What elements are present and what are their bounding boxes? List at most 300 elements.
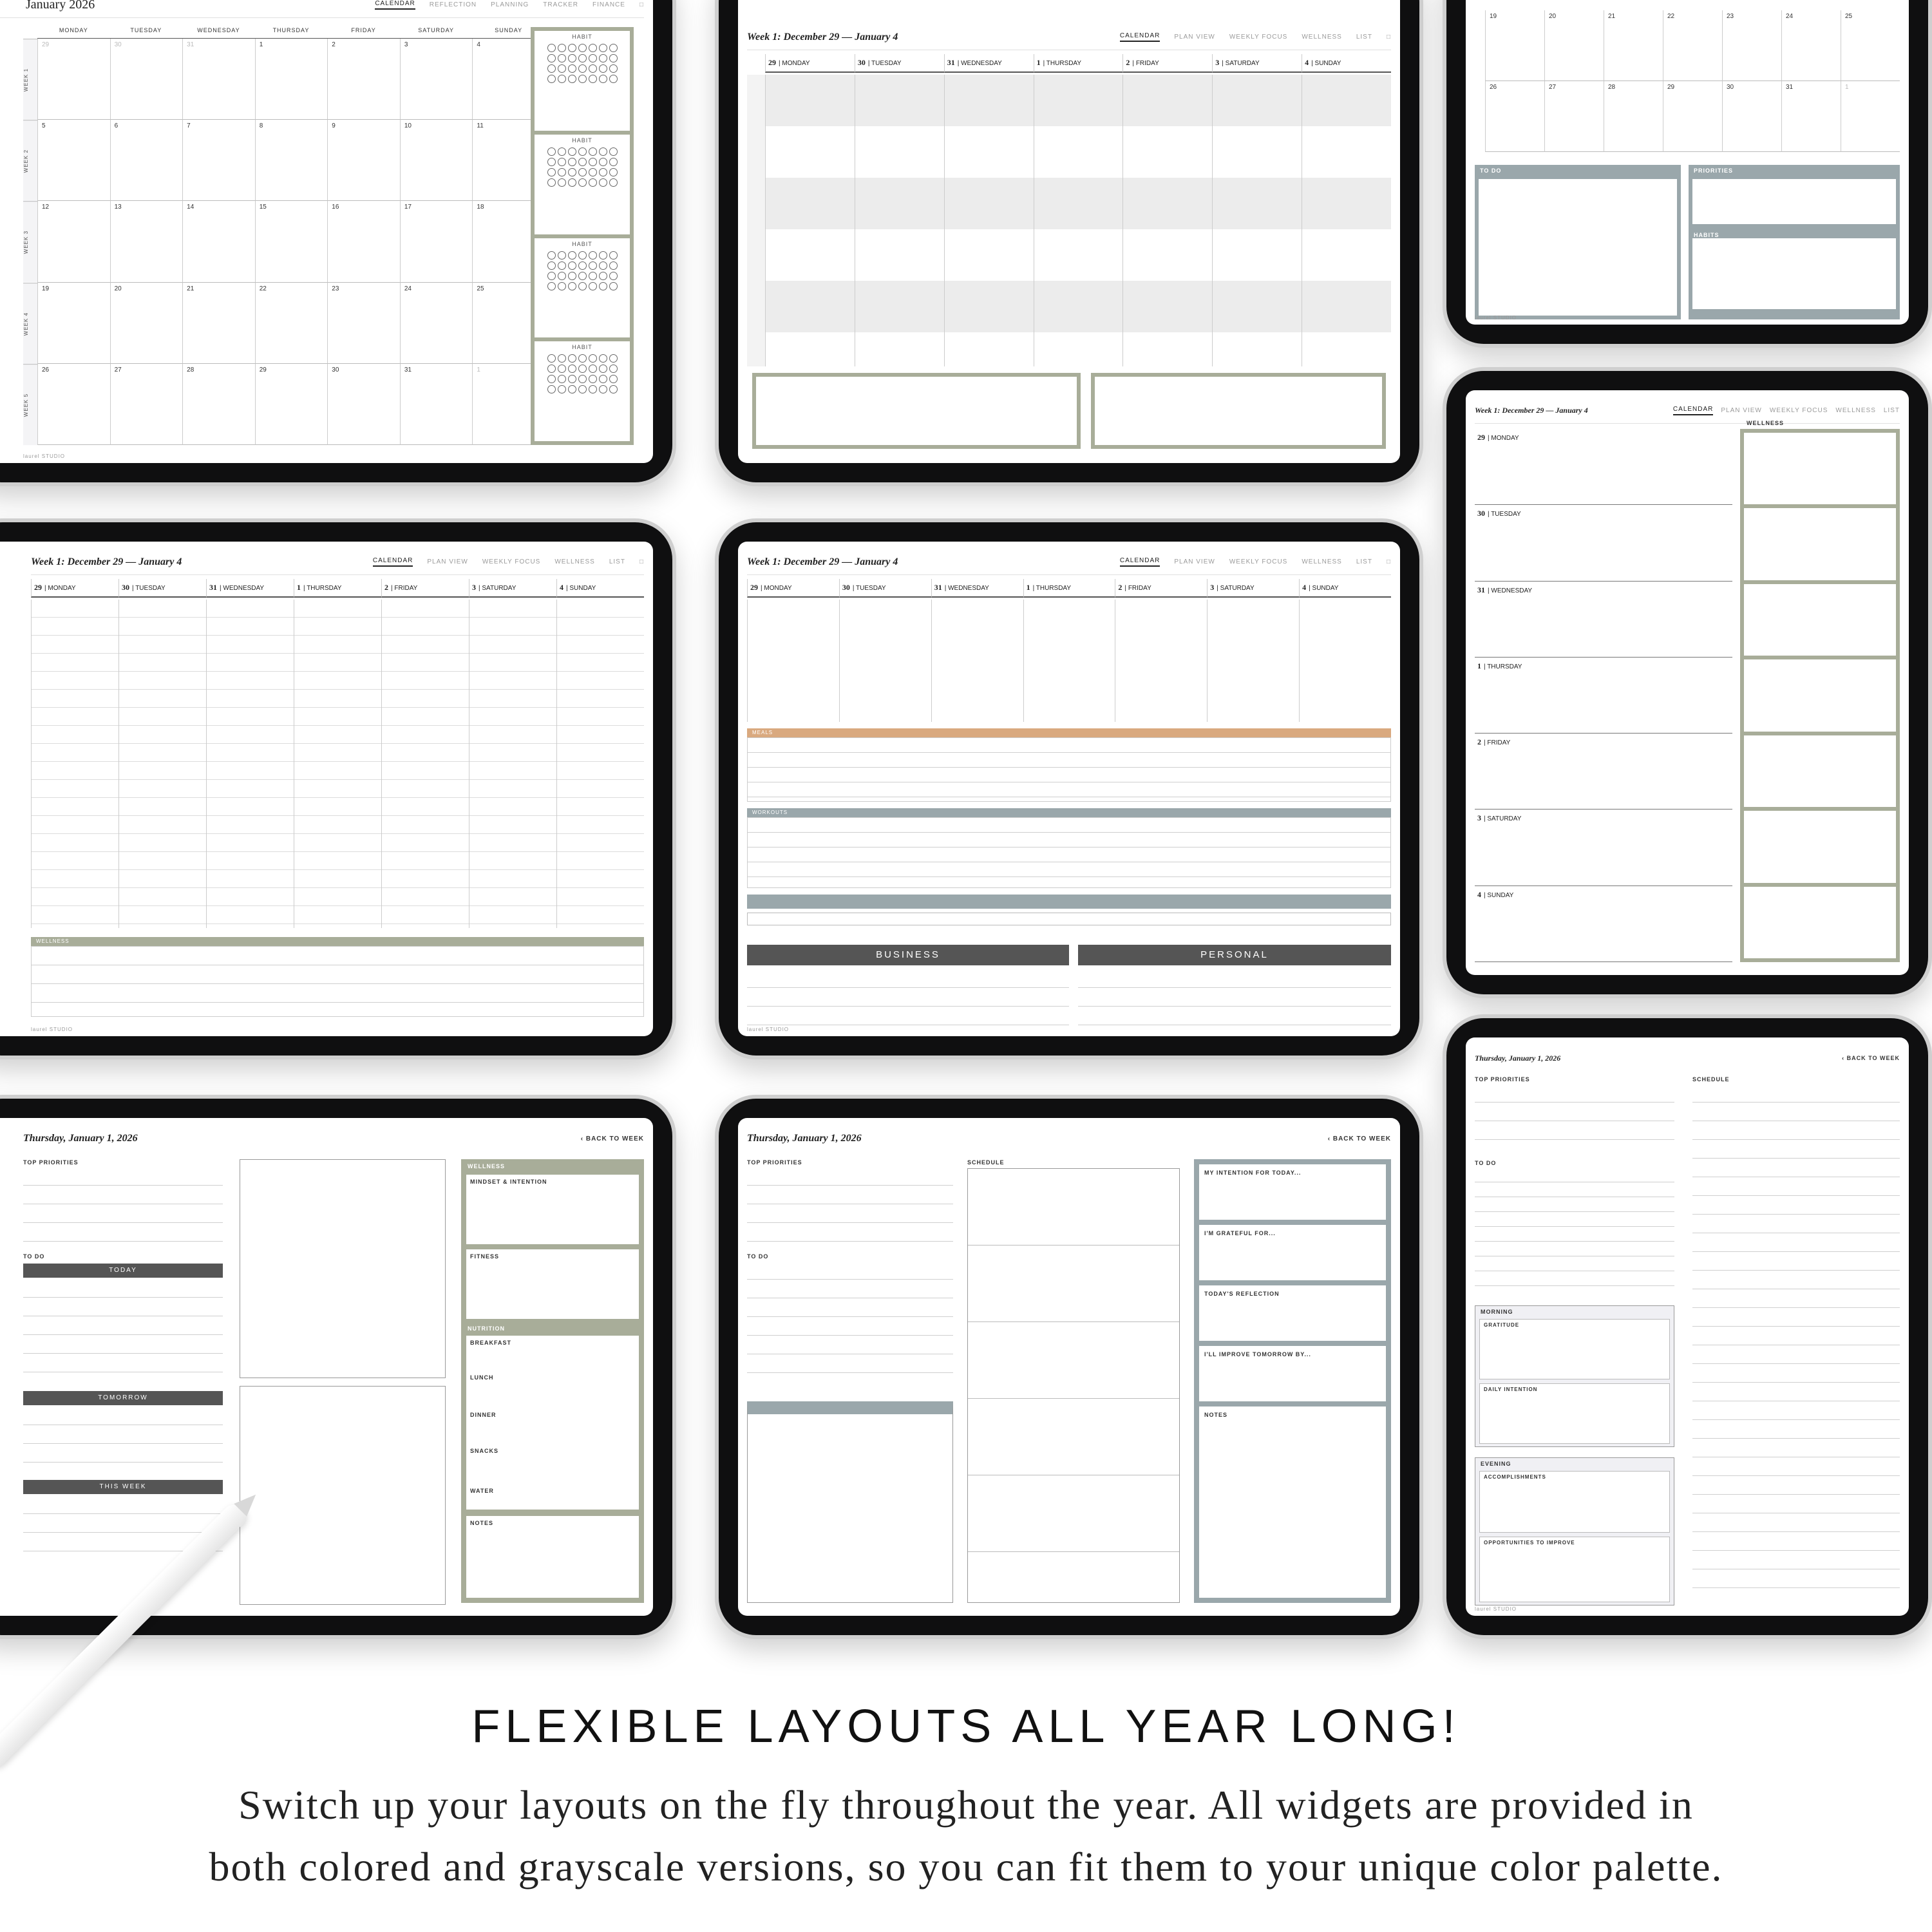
day-cell[interactable]: 30 xyxy=(327,364,400,445)
day-cell[interactable]: 19 xyxy=(1485,10,1544,81)
day-column[interactable] xyxy=(855,75,944,366)
tab-list[interactable]: LIST xyxy=(1883,407,1900,414)
day-number: 2 xyxy=(1118,583,1122,592)
day-number: 31 xyxy=(934,583,942,592)
day-header[interactable]: 4 | SUNDAY xyxy=(556,579,644,598)
tab-weekly-focus[interactable]: WEEKLY FOCUS xyxy=(1229,33,1288,41)
tab-calendar[interactable]: CALENDAR xyxy=(1673,406,1713,415)
day-name: MONDAY xyxy=(48,585,76,592)
day-header[interactable]: 3 | SATURDAY xyxy=(1207,579,1299,598)
day-cell[interactable]: 27 xyxy=(1544,81,1604,152)
day-cell[interactable]: 1 xyxy=(472,364,545,445)
intention-box[interactable] xyxy=(1199,1164,1386,1220)
week-label[interactable]: WEEK 2 xyxy=(23,120,37,201)
page-title: Week 1: December 29 — January 4 xyxy=(31,556,182,567)
tab-reflection[interactable]: REFLECTION xyxy=(429,1,477,8)
weekly-nav xyxy=(373,557,644,567)
tab-wellness[interactable]: WELLNESS xyxy=(1302,558,1342,565)
brand-mark: laurel STUDIO xyxy=(23,453,66,459)
tab-planning[interactable]: PLANNING xyxy=(491,1,529,8)
this-week-bar[interactable]: THIS WEEK xyxy=(23,1480,223,1494)
lunch-label: LUNCH xyxy=(470,1374,494,1381)
day-column[interactable] xyxy=(1212,75,1302,366)
day-cell[interactable]: 20 xyxy=(110,283,183,364)
tablet-month-todo xyxy=(1443,0,1932,348)
day-cell[interactable]: 12 xyxy=(37,201,110,282)
caption-line-1: Switch up your layouts on the fly throughout the year. All widgets are provided in xyxy=(238,1782,1694,1828)
day-cell[interactable]: 4 xyxy=(472,39,545,120)
day-cell[interactable]: 24 xyxy=(1781,10,1841,81)
week-label[interactable]: WEEK 1 xyxy=(23,39,37,120)
day-cell[interactable]: 21 xyxy=(182,283,255,364)
weekly-hourly-screen xyxy=(0,542,653,1036)
tab-plan-view[interactable]: PLAN VIEW xyxy=(1721,407,1762,414)
day-name: FRIDAY xyxy=(1128,585,1151,592)
schedule-lines[interactable] xyxy=(1692,1084,1900,1603)
workouts-area[interactable] xyxy=(747,817,1391,888)
day-cell[interactable]: 10 xyxy=(400,120,473,201)
back-to-week-button[interactable]: ‹ BACK TO WEEK xyxy=(1842,1055,1900,1061)
hour-column[interactable] xyxy=(118,600,206,928)
priorities-lines[interactable] xyxy=(23,1167,223,1244)
day-number: 30 xyxy=(842,583,850,592)
page-title: Week 1: December 29 — January 4 xyxy=(747,31,898,43)
day-number: 4 xyxy=(560,583,564,592)
priorities-label: PRIORITIES xyxy=(1694,167,1734,174)
habits-lines[interactable] xyxy=(1692,238,1896,309)
improve-box[interactable] xyxy=(1199,1346,1386,1401)
day-header[interactable]: 31 | WEDNESDAY xyxy=(944,54,1034,73)
day-header[interactable]: 3 | SATURDAY xyxy=(1212,54,1302,73)
week-label[interactable]: WEEK 3 xyxy=(23,201,37,282)
tablet-daily-wellness xyxy=(0,1095,676,1639)
day-header[interactable]: 31 | WEDNESDAY xyxy=(206,579,294,598)
day-cell[interactable]: 8 xyxy=(255,120,328,201)
back-to-week-button[interactable]: ‹ BACK TO WEEK xyxy=(580,1135,644,1142)
fitness-label: FITNESS xyxy=(470,1253,500,1260)
corner-cell xyxy=(23,27,37,39)
day-number: 3 xyxy=(1215,58,1220,67)
hour-column[interactable] xyxy=(381,600,469,928)
day-cell[interactable]: 7 xyxy=(182,120,255,201)
tab-calendar[interactable]: CALENDAR xyxy=(1120,32,1160,42)
day-header: MONDAY xyxy=(37,27,110,39)
tab-list[interactable]: LIST xyxy=(1356,33,1372,41)
nutrition-label: NUTRITION xyxy=(468,1325,505,1332)
hour-column[interactable] xyxy=(31,600,118,928)
weekly-nav xyxy=(1120,557,1391,567)
accomplishments-label: ACCOMPLISHMENTS xyxy=(1484,1474,1546,1480)
opportunities-label: OPPORTUNITIES TO IMPROVE xyxy=(1484,1540,1575,1546)
day-header[interactable]: 30 | TUESDAY xyxy=(118,579,206,598)
habit-panel xyxy=(531,27,634,445)
evening-label: EVENING xyxy=(1481,1461,1511,1467)
back-label: BACK TO WEEK xyxy=(1846,1055,1900,1061)
notes-box[interactable] xyxy=(466,1516,639,1598)
day-column[interactable] xyxy=(1115,600,1207,722)
habit-dots[interactable] xyxy=(547,44,618,83)
tablet-weekly-meals xyxy=(715,518,1423,1059)
day-cell[interactable]: 18 xyxy=(472,201,545,282)
day-cell[interactable]: 29 xyxy=(37,39,110,120)
day-number: 4 xyxy=(1305,58,1309,67)
opportunities-box[interactable] xyxy=(1479,1537,1670,1602)
wellness-day-box[interactable] xyxy=(1744,584,1896,656)
day-header[interactable]: 2 | FRIDAY xyxy=(381,579,469,598)
day-name: WEDNESDAY xyxy=(948,585,989,592)
business-lines[interactable] xyxy=(747,969,1069,1027)
day-cell[interactable]: 11 xyxy=(472,120,545,201)
todo-widget[interactable] xyxy=(1475,165,1681,319)
daily-header xyxy=(747,1126,1391,1151)
day-header: TUESDAY xyxy=(110,27,183,39)
wellness-day-box[interactable] xyxy=(1744,887,1896,958)
day-cell[interactable]: 29 xyxy=(255,364,328,445)
day-number: 1 xyxy=(1026,583,1030,592)
habit-tracker[interactable] xyxy=(535,341,630,441)
day-name: TUESDAY xyxy=(1491,511,1521,518)
reflection-box[interactable] xyxy=(1199,1285,1386,1341)
reflection-label: TODAY'S REFLECTION xyxy=(1204,1291,1280,1297)
day-cell[interactable]: 26 xyxy=(37,364,110,445)
wellness-day-box[interactable] xyxy=(1744,811,1896,882)
day-row[interactable]: 31 | WEDNESDAY xyxy=(1475,582,1732,658)
weekly-nav xyxy=(1120,32,1391,42)
daily-header xyxy=(1475,1045,1900,1071)
tab-wellness[interactable]: WELLNESS xyxy=(554,558,595,565)
weekly-header xyxy=(747,24,1391,50)
day-number: 2 xyxy=(1477,737,1481,747)
todo-lines[interactable] xyxy=(1475,1168,1674,1296)
day-column[interactable] xyxy=(839,600,931,722)
notes-card-bottom[interactable] xyxy=(240,1386,446,1605)
hour-column[interactable] xyxy=(556,600,644,928)
day-column[interactable] xyxy=(1299,600,1391,722)
hour-column[interactable] xyxy=(206,600,294,928)
day-cell[interactable]: 13 xyxy=(110,201,183,282)
todo-lines[interactable] xyxy=(747,1261,953,1390)
day-header[interactable]: 4 | SUNDAY xyxy=(1299,579,1391,598)
notes-card-top[interactable] xyxy=(240,1159,446,1378)
tab-weekly-focus[interactable]: WEEKLY FOCUS xyxy=(1229,558,1288,565)
habit-tracker[interactable] xyxy=(535,31,630,131)
day-list xyxy=(1475,429,1732,962)
todo-label: TO DO xyxy=(23,1253,45,1260)
priorities-lines[interactable] xyxy=(747,1167,953,1244)
accomplishments-box[interactable] xyxy=(1479,1471,1670,1533)
intention-label: MY INTENTION FOR TODAY... xyxy=(1204,1170,1302,1176)
day-column[interactable] xyxy=(1034,75,1123,366)
day-header: SUNDAY xyxy=(472,27,545,39)
day-column[interactable] xyxy=(1207,600,1299,722)
week-day-headers xyxy=(747,579,1391,598)
wellness-column[interactable] xyxy=(1740,420,1900,962)
back-to-week-button[interactable]: ‹ BACK TO WEEK xyxy=(1327,1135,1391,1142)
tablet-weekly-plan xyxy=(715,0,1423,486)
day-cell[interactable]: 17 xyxy=(400,201,473,282)
habit-label: HABIT xyxy=(572,33,592,40)
today-lines[interactable] xyxy=(23,1279,223,1388)
tab-list[interactable]: LIST xyxy=(609,558,625,565)
day-cell[interactable]: 25 xyxy=(472,283,545,364)
day-row[interactable]: 1 | THURSDAY xyxy=(1475,658,1732,734)
tab-plan-view[interactable]: PLAN VIEW xyxy=(427,558,468,565)
day-header[interactable]: 30 | TUESDAY xyxy=(839,579,931,598)
day-header[interactable]: 1 | THURSDAY xyxy=(1023,579,1115,598)
wellness-label: WELLNESS xyxy=(468,1163,506,1170)
weekly-header xyxy=(31,549,644,575)
wellness-band: WELLNESS xyxy=(31,937,644,946)
day-name: MONDAY xyxy=(764,585,792,592)
day-cell[interactable]: 25 xyxy=(1841,10,1900,81)
today-bar[interactable]: TODAY xyxy=(23,1264,223,1278)
water-tracker[interactable] xyxy=(747,895,1391,909)
wellness-tracker-area[interactable] xyxy=(31,946,644,1017)
day-cell[interactable]: 1 xyxy=(255,39,328,120)
water-label: WATER xyxy=(470,1488,494,1494)
daily-intention-label: DAILY INTENTION xyxy=(1484,1387,1538,1392)
day-cell[interactable]: 31 xyxy=(1781,81,1841,152)
day-header: THURSDAY xyxy=(255,27,328,39)
day-number: 30 xyxy=(122,583,129,592)
habit-tracker[interactable] xyxy=(535,238,630,338)
plan-body xyxy=(747,75,1391,366)
day-header[interactable]: 29 | MONDAY xyxy=(747,579,839,598)
page-title: Thursday, January 1, 2026 xyxy=(747,1133,862,1144)
day-cell[interactable]: 31 xyxy=(182,39,255,120)
week-label[interactable]: WEEK 5 xyxy=(23,364,37,445)
fitness-box[interactable] xyxy=(466,1249,639,1319)
day-header[interactable]: 2 | FRIDAY xyxy=(1122,54,1212,73)
day-header: FRIDAY xyxy=(327,27,400,39)
day-cell[interactable]: 14 xyxy=(182,201,255,282)
day-number: 1 xyxy=(1036,58,1041,67)
meals-area[interactable] xyxy=(747,737,1391,802)
personal-button[interactable]: PERSONAL xyxy=(1078,945,1391,965)
habit-dots[interactable] xyxy=(547,354,618,393)
month-rows xyxy=(1485,10,1900,152)
habit-dots[interactable] xyxy=(547,147,618,187)
notes-label: NOTES xyxy=(470,1520,494,1526)
day-cell[interactable]: 21 xyxy=(1604,10,1663,81)
day-name: TUESDAY xyxy=(856,585,886,592)
day-row[interactable]: 3 | SATURDAY xyxy=(1475,810,1732,886)
export-icon[interactable]: □ xyxy=(1386,558,1391,565)
mindset-label: MINDSET & INTENTION xyxy=(470,1179,547,1185)
day-header[interactable]: 1 | THURSDAY xyxy=(294,579,381,598)
schedule-block[interactable] xyxy=(967,1168,1180,1603)
habit-tracker[interactable] xyxy=(535,135,630,234)
weekly-nav xyxy=(1673,406,1900,415)
habits-label: HABITS xyxy=(1694,232,1719,238)
priorities-lines[interactable] xyxy=(756,377,1077,445)
day-header[interactable]: 4 | SUNDAY xyxy=(1302,54,1391,73)
day-header[interactable]: 29 | MONDAY xyxy=(31,579,118,598)
priorities-widget[interactable] xyxy=(752,373,1081,449)
tab-tracker[interactable]: TRACKER xyxy=(543,1,579,8)
wellness-day-box[interactable] xyxy=(1744,735,1896,807)
day-header[interactable]: 1 | THURSDAY xyxy=(1034,54,1123,73)
day-cell[interactable]: 1 xyxy=(1841,81,1900,152)
day-cell[interactable]: 22 xyxy=(255,283,328,364)
habit-dots[interactable] xyxy=(547,251,618,290)
page-title: January 2026 xyxy=(26,0,95,12)
tab-wellness[interactable]: WELLNESS xyxy=(1835,407,1876,414)
day-number: 31 xyxy=(209,583,217,592)
daily-intention-box[interactable] xyxy=(1479,1383,1670,1444)
back-label: BACK TO WEEK xyxy=(585,1135,644,1142)
wellness-day-box[interactable] xyxy=(1744,508,1896,580)
wellness-day-box[interactable] xyxy=(1744,659,1896,731)
day-number: 2 xyxy=(384,583,388,592)
day-column[interactable] xyxy=(944,75,1034,366)
tab-list[interactable]: LIST xyxy=(1356,558,1372,565)
day-cell[interactable]: 29 xyxy=(1663,81,1722,152)
day-header[interactable]: 31 | WEDNESDAY xyxy=(931,579,1023,598)
day-cell[interactable]: 26 xyxy=(1485,81,1544,152)
day-row[interactable]: 2 | FRIDAY xyxy=(1475,734,1732,810)
day-name: WEDNESDAY xyxy=(961,60,1002,67)
tab-finance[interactable]: FINANCE xyxy=(592,1,625,8)
tomorrow-bar[interactable]: TOMORROW xyxy=(23,1391,223,1405)
day-cell[interactable]: 16 xyxy=(327,201,400,282)
day-cell[interactable]: 2 xyxy=(327,39,400,120)
habits-widget[interactable] xyxy=(1091,373,1386,449)
business-button[interactable]: BUSINESS xyxy=(747,945,1069,965)
day-cell[interactable]: 28 xyxy=(182,364,255,445)
notes-card[interactable] xyxy=(747,1401,953,1603)
day-row[interactable]: 4 | SUNDAY xyxy=(1475,886,1732,962)
caption-line-2: both colored and grayscale versions, so you can fit them to your unique color palette. xyxy=(209,1844,1723,1889)
day-cell[interactable]: 30 xyxy=(1722,81,1781,152)
day-cell[interactable]: 28 xyxy=(1604,81,1663,152)
export-icon[interactable]: □ xyxy=(639,558,644,565)
top-priorities-label: TOP PRIORITIES xyxy=(23,1159,79,1166)
tab-calendar[interactable]: CALENDAR xyxy=(375,0,415,10)
day-header[interactable]: 3 | SATURDAY xyxy=(469,579,556,598)
wellness-day-box[interactable] xyxy=(1744,433,1896,504)
gratitude-box[interactable] xyxy=(1479,1319,1670,1379)
priorities-lines[interactable] xyxy=(1692,179,1896,224)
tab-weekly-focus[interactable]: WEEKLY FOCUS xyxy=(482,558,541,565)
day-number: 30 xyxy=(857,58,866,67)
notes-box[interactable] xyxy=(1199,1406,1386,1598)
brand-mark: laurel STUDIO xyxy=(747,1027,790,1032)
day-row[interactable]: 29 | MONDAY xyxy=(1475,429,1732,505)
day-cell[interactable]: 19 xyxy=(37,283,110,364)
tab-wellness[interactable]: WELLNESS xyxy=(1302,33,1342,41)
day-column[interactable] xyxy=(931,600,1023,722)
hour-column[interactable] xyxy=(294,600,381,928)
breakfast-label: BREAKFAST xyxy=(470,1340,512,1346)
caption-body xyxy=(84,1774,1848,1898)
day-number: 31 xyxy=(1477,585,1485,594)
day-column[interactable] xyxy=(765,75,855,366)
day-column[interactable] xyxy=(1122,75,1212,366)
nutrition-box[interactable] xyxy=(466,1336,639,1510)
day-cell[interactable]: 15 xyxy=(255,201,328,282)
grateful-box[interactable] xyxy=(1199,1225,1386,1280)
day-name: THURSDAY xyxy=(1487,663,1522,670)
tablet-daily-reflection xyxy=(715,1095,1423,1639)
day-cell[interactable]: 30 xyxy=(110,39,183,120)
tab-calendar[interactable]: CALENDAR xyxy=(1120,557,1160,567)
habit-circle-row[interactable] xyxy=(747,913,1391,925)
day-cell[interactable]: 27 xyxy=(110,364,183,445)
tab-plan-view[interactable]: PLAN VIEW xyxy=(1174,33,1215,41)
day-name: SATURDAY xyxy=(482,585,516,592)
day-cell[interactable]: 23 xyxy=(327,283,400,364)
day-cell[interactable]: 9 xyxy=(327,120,400,201)
meals-band: MEALS xyxy=(747,728,1391,737)
day-header[interactable]: 29 | MONDAY xyxy=(765,54,855,73)
weekly-header xyxy=(747,549,1391,575)
habit-label: HABIT xyxy=(572,344,592,351)
todo-lines[interactable] xyxy=(1479,179,1677,316)
brand-mark: laurel STUDIO xyxy=(1475,315,1517,321)
monthly-screen xyxy=(0,0,653,463)
day-header[interactable]: 2 | FRIDAY xyxy=(1115,579,1207,598)
day-cell[interactable]: 23 xyxy=(1722,10,1781,81)
priorities-habits-widget[interactable] xyxy=(1689,165,1900,319)
day-name: SATURDAY xyxy=(1487,815,1522,823)
day-column[interactable] xyxy=(1302,75,1391,366)
tomorrow-lines[interactable] xyxy=(23,1406,223,1477)
daily-header xyxy=(23,1126,644,1151)
export-icon[interactable]: □ xyxy=(639,1,644,8)
day-cell[interactable]: 20 xyxy=(1544,10,1604,81)
day-name: FRIDAY xyxy=(394,585,418,592)
top-priorities-label: TOP PRIORITIES xyxy=(1475,1076,1530,1083)
day-column[interactable] xyxy=(1023,600,1115,722)
export-icon[interactable]: □ xyxy=(1386,33,1391,41)
tab-plan-view[interactable]: PLAN VIEW xyxy=(1174,558,1215,565)
priorities-lines[interactable] xyxy=(1475,1084,1674,1148)
mindset-box[interactable] xyxy=(466,1175,639,1244)
day-name: WEDNESDAY xyxy=(223,585,265,592)
morning-box[interactable] xyxy=(1475,1305,1674,1447)
time-of-day-sidebar xyxy=(747,75,765,366)
day-row[interactable]: 30 | TUESDAY xyxy=(1475,505,1732,581)
day-cell[interactable]: 5 xyxy=(37,120,110,201)
month-todo-screen xyxy=(1466,0,1909,325)
day-number: 4 xyxy=(1302,583,1307,592)
personal-lines[interactable] xyxy=(1078,969,1391,1027)
day-cell[interactable]: 3 xyxy=(400,39,473,120)
day-column[interactable] xyxy=(747,600,839,722)
habits-lines[interactable] xyxy=(1095,377,1382,445)
habit-label: HABIT xyxy=(572,137,592,144)
hour-column[interactable] xyxy=(469,600,556,928)
evening-box[interactable] xyxy=(1475,1457,1674,1605)
day-header: SATURDAY xyxy=(400,27,473,39)
tab-calendar[interactable]: CALENDAR xyxy=(373,557,413,567)
weekly-plan-screen xyxy=(738,0,1400,463)
day-cell[interactable]: 22 xyxy=(1663,10,1722,81)
day-header[interactable]: 30 | TUESDAY xyxy=(855,54,944,73)
daily-wellness-screen xyxy=(0,1118,653,1616)
week-wellness-screen xyxy=(1466,390,1909,975)
day-cell[interactable]: 31 xyxy=(400,364,473,445)
day-name: SUNDAY xyxy=(1314,60,1341,67)
tab-weekly-focus[interactable]: WEEKLY FOCUS xyxy=(1769,407,1828,414)
week-label[interactable]: WEEK 4 xyxy=(23,283,37,364)
day-name: TUESDAY xyxy=(135,585,166,592)
tablet-monthly xyxy=(0,0,676,486)
day-number: 29 xyxy=(1477,433,1485,442)
day-cell[interactable]: 6 xyxy=(110,120,183,201)
day-cell[interactable]: 24 xyxy=(400,283,473,364)
